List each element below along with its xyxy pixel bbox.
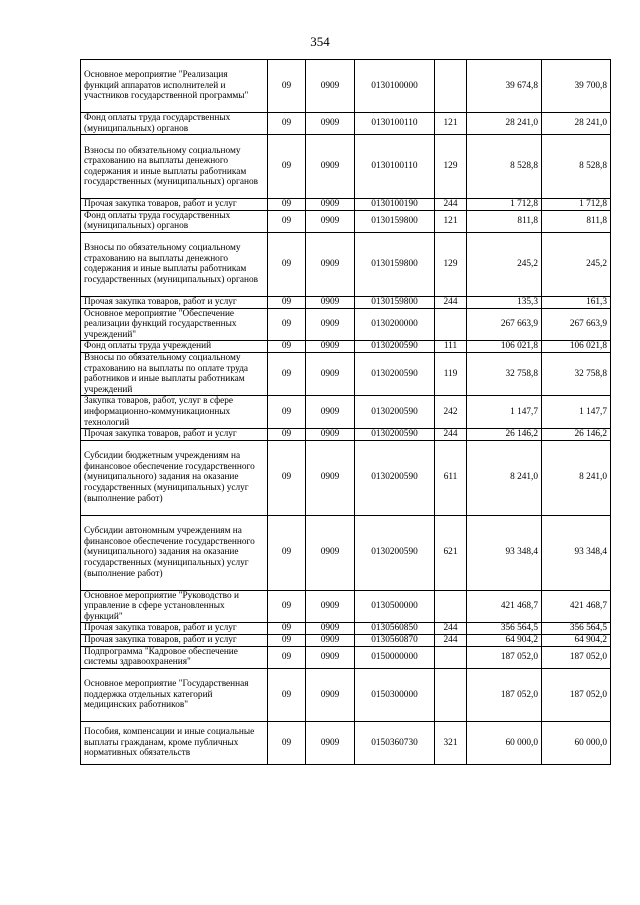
row-name: Фонд оплаты труда учреждений <box>81 341 268 353</box>
subsection-code: 0909 <box>306 232 355 296</box>
table-row <box>81 352 611 395</box>
expense-type <box>435 668 467 721</box>
row-name: Основное мероприятие "Реализация функций аппаратов исполнителей и участников государственной программы" <box>81 60 268 113</box>
section-code: 09 <box>268 440 306 515</box>
amount-year-1: 356 564,5 <box>467 623 542 635</box>
budget-table-body <box>81 60 611 765</box>
target-article: 0130200590 <box>355 515 435 590</box>
expense-type: 321 <box>435 721 467 764</box>
row-name: Основное мероприятие "Государственная поддержка отдельных категорий медицинских работников" <box>81 668 268 721</box>
section-code: 09 <box>268 515 306 590</box>
section-code: 09 <box>268 429 306 441</box>
expense-type: 119 <box>435 352 467 395</box>
subsection-code: 0909 <box>306 341 355 353</box>
amount-year-2: 421 468,7 <box>542 590 611 623</box>
table-row <box>81 113 611 135</box>
expense-type <box>435 646 467 668</box>
table-row <box>81 635 611 647</box>
amount-year-2: 356 564,5 <box>542 623 611 635</box>
section-code: 09 <box>268 623 306 635</box>
amount-year-2: 39 700,8 <box>542 60 611 113</box>
target-article: 0130200590 <box>355 352 435 395</box>
row-name: Взносы по обязательному социальному страхованию на выплаты по оплате труда работников и иные выплаты работникам учреждений <box>81 352 268 395</box>
amount-year-2: 245,2 <box>542 232 611 296</box>
row-name: Основное мероприятие "Руководство и управление в сфере установленных функций" <box>81 590 268 623</box>
subsection-code: 0909 <box>306 135 355 199</box>
table-row <box>81 199 611 211</box>
amount-year-1: 811,8 <box>467 210 542 232</box>
expense-type: 111 <box>435 341 467 353</box>
section-code: 09 <box>268 668 306 721</box>
target-article: 0130100110 <box>355 135 435 199</box>
subsection-code: 0909 <box>306 635 355 647</box>
amount-year-1: 106 021,8 <box>467 341 542 353</box>
section-code: 09 <box>268 199 306 211</box>
subsection-code: 0909 <box>306 590 355 623</box>
subsection-code: 0909 <box>306 296 355 308</box>
amount-year-1: 245,2 <box>467 232 542 296</box>
subsection-code: 0909 <box>306 210 355 232</box>
target-article: 0150360730 <box>355 721 435 764</box>
section-code: 09 <box>268 296 306 308</box>
amount-year-2: 8 241,0 <box>542 440 611 515</box>
subsection-code: 0909 <box>306 668 355 721</box>
section-code: 09 <box>268 646 306 668</box>
amount-year-1: 187 052,0 <box>467 646 542 668</box>
expense-type: 244 <box>435 623 467 635</box>
amount-year-2: 811,8 <box>542 210 611 232</box>
subsection-code: 0909 <box>306 113 355 135</box>
expense-type: 244 <box>435 429 467 441</box>
amount-year-1: 39 674,8 <box>467 60 542 113</box>
subsection-code: 0909 <box>306 646 355 668</box>
expense-type: 242 <box>435 396 467 429</box>
target-article: 0130159800 <box>355 296 435 308</box>
amount-year-2: 8 528,8 <box>542 135 611 199</box>
subsection-code: 0909 <box>306 308 355 341</box>
amount-year-1: 267 663,9 <box>467 308 542 341</box>
row-name: Основное мероприятие "Обеспечение реализации функций государственных учреждений" <box>81 308 268 341</box>
target-article: 0130100110 <box>355 113 435 135</box>
amount-year-2: 32 758,8 <box>542 352 611 395</box>
amount-year-1: 93 348,4 <box>467 515 542 590</box>
section-code: 09 <box>268 135 306 199</box>
table-row <box>81 515 611 590</box>
amount-year-1: 32 758,8 <box>467 352 542 395</box>
expense-type <box>435 590 467 623</box>
subsection-code: 0909 <box>306 352 355 395</box>
subsection-code: 0909 <box>306 396 355 429</box>
target-article: 0130159800 <box>355 210 435 232</box>
amount-year-1: 187 052,0 <box>467 668 542 721</box>
amount-year-2: 26 146,2 <box>542 429 611 441</box>
table-row <box>81 668 611 721</box>
amount-year-2: 187 052,0 <box>542 668 611 721</box>
target-article: 0130200000 <box>355 308 435 341</box>
table-row <box>81 396 611 429</box>
section-code: 09 <box>268 341 306 353</box>
amount-year-2: 28 241,0 <box>542 113 611 135</box>
target-article: 0130200590 <box>355 396 435 429</box>
subsection-code: 0909 <box>306 440 355 515</box>
amount-year-1: 64 904,2 <box>467 635 542 647</box>
row-name: Прочая закупка товаров, работ и услуг <box>81 296 268 308</box>
subsection-code: 0909 <box>306 199 355 211</box>
table-row <box>81 232 611 296</box>
expense-type <box>435 60 467 113</box>
target-article: 0130200590 <box>355 429 435 441</box>
row-name: Прочая закупка товаров, работ и услуг <box>81 623 268 635</box>
table-row <box>81 721 611 764</box>
row-name: Взносы по обязательному социальному страхованию на выплаты денежного содержания и иные выплаты работникам государственных (муниципальных) органов <box>81 135 268 199</box>
target-article: 0130200590 <box>355 341 435 353</box>
table-row <box>81 623 611 635</box>
section-code: 09 <box>268 396 306 429</box>
amount-year-2: 267 663,9 <box>542 308 611 341</box>
table-row <box>81 341 611 353</box>
target-article: 0150000000 <box>355 646 435 668</box>
section-code: 09 <box>268 113 306 135</box>
target-article: 0130200590 <box>355 440 435 515</box>
row-name: Прочая закупка товаров, работ и услуг <box>81 199 268 211</box>
amount-year-1: 28 241,0 <box>467 113 542 135</box>
target-article: 0130159800 <box>355 232 435 296</box>
row-name: Фонд оплаты труда государственных (муниципальных) органов <box>81 210 268 232</box>
expense-type: 129 <box>435 232 467 296</box>
subsection-code: 0909 <box>306 623 355 635</box>
table-row <box>81 646 611 668</box>
section-code: 09 <box>268 60 306 113</box>
table-row <box>81 590 611 623</box>
page-number: 354 <box>310 34 330 49</box>
subsection-code: 0909 <box>306 515 355 590</box>
amount-year-1: 8 528,8 <box>467 135 542 199</box>
amount-year-1: 60 000,0 <box>467 721 542 764</box>
expense-type: 244 <box>435 635 467 647</box>
amount-year-2: 106 021,8 <box>542 341 611 353</box>
section-code: 09 <box>268 210 306 232</box>
section-code: 09 <box>268 232 306 296</box>
amount-year-2: 1 712,8 <box>542 199 611 211</box>
row-name: Субсидии бюджетным учреждениям на финансовое обеспечение государственного (муниципального) задания на оказание государственных (муниципальных) услуг (выполнение работ) <box>81 440 268 515</box>
table-row <box>81 60 611 113</box>
target-article: 0130100000 <box>355 60 435 113</box>
amount-year-2: 64 904,2 <box>542 635 611 647</box>
subsection-code: 0909 <box>306 721 355 764</box>
row-name: Прочая закупка товаров, работ и услуг <box>81 635 268 647</box>
row-name: Субсидии автономным учреждениям на финансовое обеспечение государственного (муниципального) задания на оказание государственных (муниципальных) услуг (выполнение работ) <box>81 515 268 590</box>
amount-year-2: 60 000,0 <box>542 721 611 764</box>
table-row <box>81 135 611 199</box>
table-row <box>81 440 611 515</box>
amount-year-2: 161,3 <box>542 296 611 308</box>
amount-year-2: 1 147,7 <box>542 396 611 429</box>
amount-year-2: 187 052,0 <box>542 646 611 668</box>
amount-year-1: 26 146,2 <box>467 429 542 441</box>
expense-type: 121 <box>435 210 467 232</box>
amount-year-1: 135,3 <box>467 296 542 308</box>
amount-year-1: 421 468,7 <box>467 590 542 623</box>
expense-type: 244 <box>435 296 467 308</box>
table-row <box>81 308 611 341</box>
expense-type <box>435 308 467 341</box>
target-article: 0130100190 <box>355 199 435 211</box>
subsection-code: 0909 <box>306 60 355 113</box>
row-name: Взносы по обязательному социальному страхованию на выплаты денежного содержания и иные выплаты работникам государственных (муниципальных) органов <box>81 232 268 296</box>
section-code: 09 <box>268 590 306 623</box>
budget-table <box>80 59 611 765</box>
target-article: 0130560850 <box>355 623 435 635</box>
amount-year-2: 93 348,4 <box>542 515 611 590</box>
expense-type: 611 <box>435 440 467 515</box>
amount-year-1: 1 147,7 <box>467 396 542 429</box>
amount-year-1: 8 241,0 <box>467 440 542 515</box>
table-row <box>81 296 611 308</box>
section-code: 09 <box>268 352 306 395</box>
row-name: Подпрограмма "Кадровое обеспечение системы здравоохранения" <box>81 646 268 668</box>
section-code: 09 <box>268 721 306 764</box>
amount-year-1: 1 712,8 <box>467 199 542 211</box>
expense-type: 129 <box>435 135 467 199</box>
target-article: 0130560870 <box>355 635 435 647</box>
subsection-code: 0909 <box>306 429 355 441</box>
row-name: Закупка товаров, работ, услуг в сфере информационно-коммуникационных технологий <box>81 396 268 429</box>
row-name: Прочая закупка товаров, работ и услуг <box>81 429 268 441</box>
target-article: 0150300000 <box>355 668 435 721</box>
expense-type: 244 <box>435 199 467 211</box>
row-name: Фонд оплаты труда государственных (муниципальных) органов <box>81 113 268 135</box>
table-row <box>81 429 611 441</box>
target-article: 0130500000 <box>355 590 435 623</box>
expense-type: 621 <box>435 515 467 590</box>
table-row <box>81 210 611 232</box>
section-code: 09 <box>268 308 306 341</box>
section-code: 09 <box>268 635 306 647</box>
row-name: Пособия, компенсации и иные социальные выплаты гражданам, кроме публичных нормативных обязательств <box>81 721 268 764</box>
expense-type: 121 <box>435 113 467 135</box>
